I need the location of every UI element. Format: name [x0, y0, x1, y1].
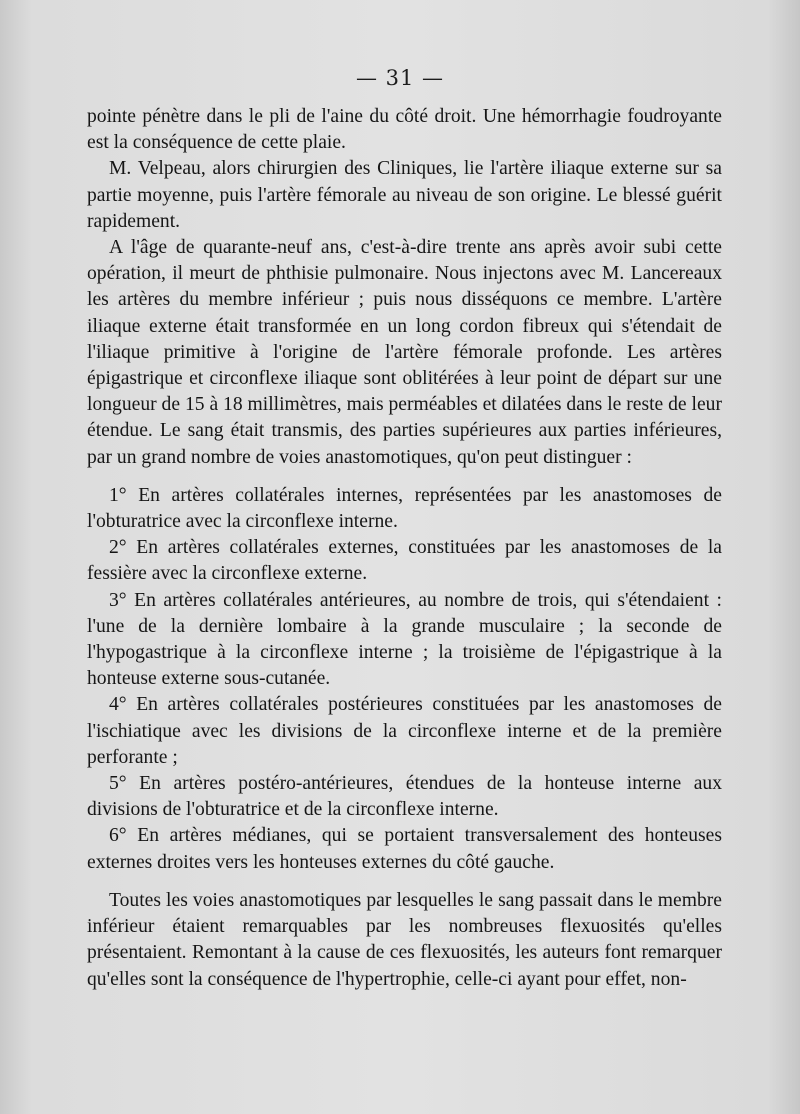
paragraph-flexuosities: Toutes les voies anastomotiques par lesquelles le sang passait dans le membre inférieur étaient remarquables par les nombreuses flexuosités qu'elles présentaient. Remontant à la cause de ces flexuosités, les auteurs font remarquer qu'elles sont la conséquence de l'hypertrophie, celle-ci ayant pour effet, non-	[87, 889, 722, 990]
body-text	[87, 104, 722, 993]
paragraph-continuation: pointe pénètre dans le pli de l'aine du côté droit. Une hémorrhagie foudroyante est la conséquence de cette plaie.	[87, 106, 722, 154]
list-item-anterior: 3° En artères collatérales antérieures, au nombre de trois, qui s'étendaient : l'une de la dernière lombaire à la grande musculaire ; la seconde de l'hypogastrique à la circonflexe interne ; la troisième de l'épigastrique à la honteuse externe sous-cutanée.	[87, 589, 722, 690]
paragraph-velpeau: M. Velpeau, alors chirurgien des Cliniques, lie l'artère iliaque externe sur sa partie moyenne, puis l'artère fémorale au niveau de son origine. Le blessé guérit rapidement.	[87, 158, 722, 232]
list-item-internal: 1° En artères collatérales internes, représentées par les anastomoses de l'obturatrice avec la circonflexe interne.	[87, 484, 722, 533]
list-item-posterior: 4° En artères collatérales postérieures constituées par les anastomoses de l'ischiatique avec les divisions de la circonflexe interne et de la première perforante ;	[87, 694, 722, 768]
list-item-external: 2° En artères collatérales externes, constituées par les anastomoses de la fessière avec la circonflexe externe.	[87, 537, 722, 585]
page-number: — 31 —	[355, 66, 445, 90]
list-item-postero-anterior: 5° En artères postéro-antérieures, étendues de la honteuse interne aux divisions de l'obturatrice et de la circonflexe interne.	[87, 773, 722, 821]
list-item-median: 6° En artères médianes, qui se portaient transversalement des honteuses externes droites vers les honteuses externes du côté gauche.	[87, 825, 722, 873]
paragraph-autopsy: A l'âge de quarante-neuf ans, c'est-à-dire trente ans après avoir subi cette opération, il meurt de phthisie pulmonaire. Nous injectons avec M. Lancereaux les artères du membre inférieur ; puis nous disséquons ce membre. L'artère iliaque externe était transformée en un long cordon fibreux qui s'étendait de l'iliaque primitive à l'origine de l'artère fémorale profonde. Les artères épigastrique et circonflexe iliaque sont oblitérées à leur point de départ sur une longueur de 15 à 18 millimètres, mais perméables et dilatées dans le reste de leur étendue. Le sang était transmis, des parties supérieures aux parties inférieures, par un grand nombre de voies anastomotiques, qu'on peut distinguer :	[87, 237, 722, 468]
